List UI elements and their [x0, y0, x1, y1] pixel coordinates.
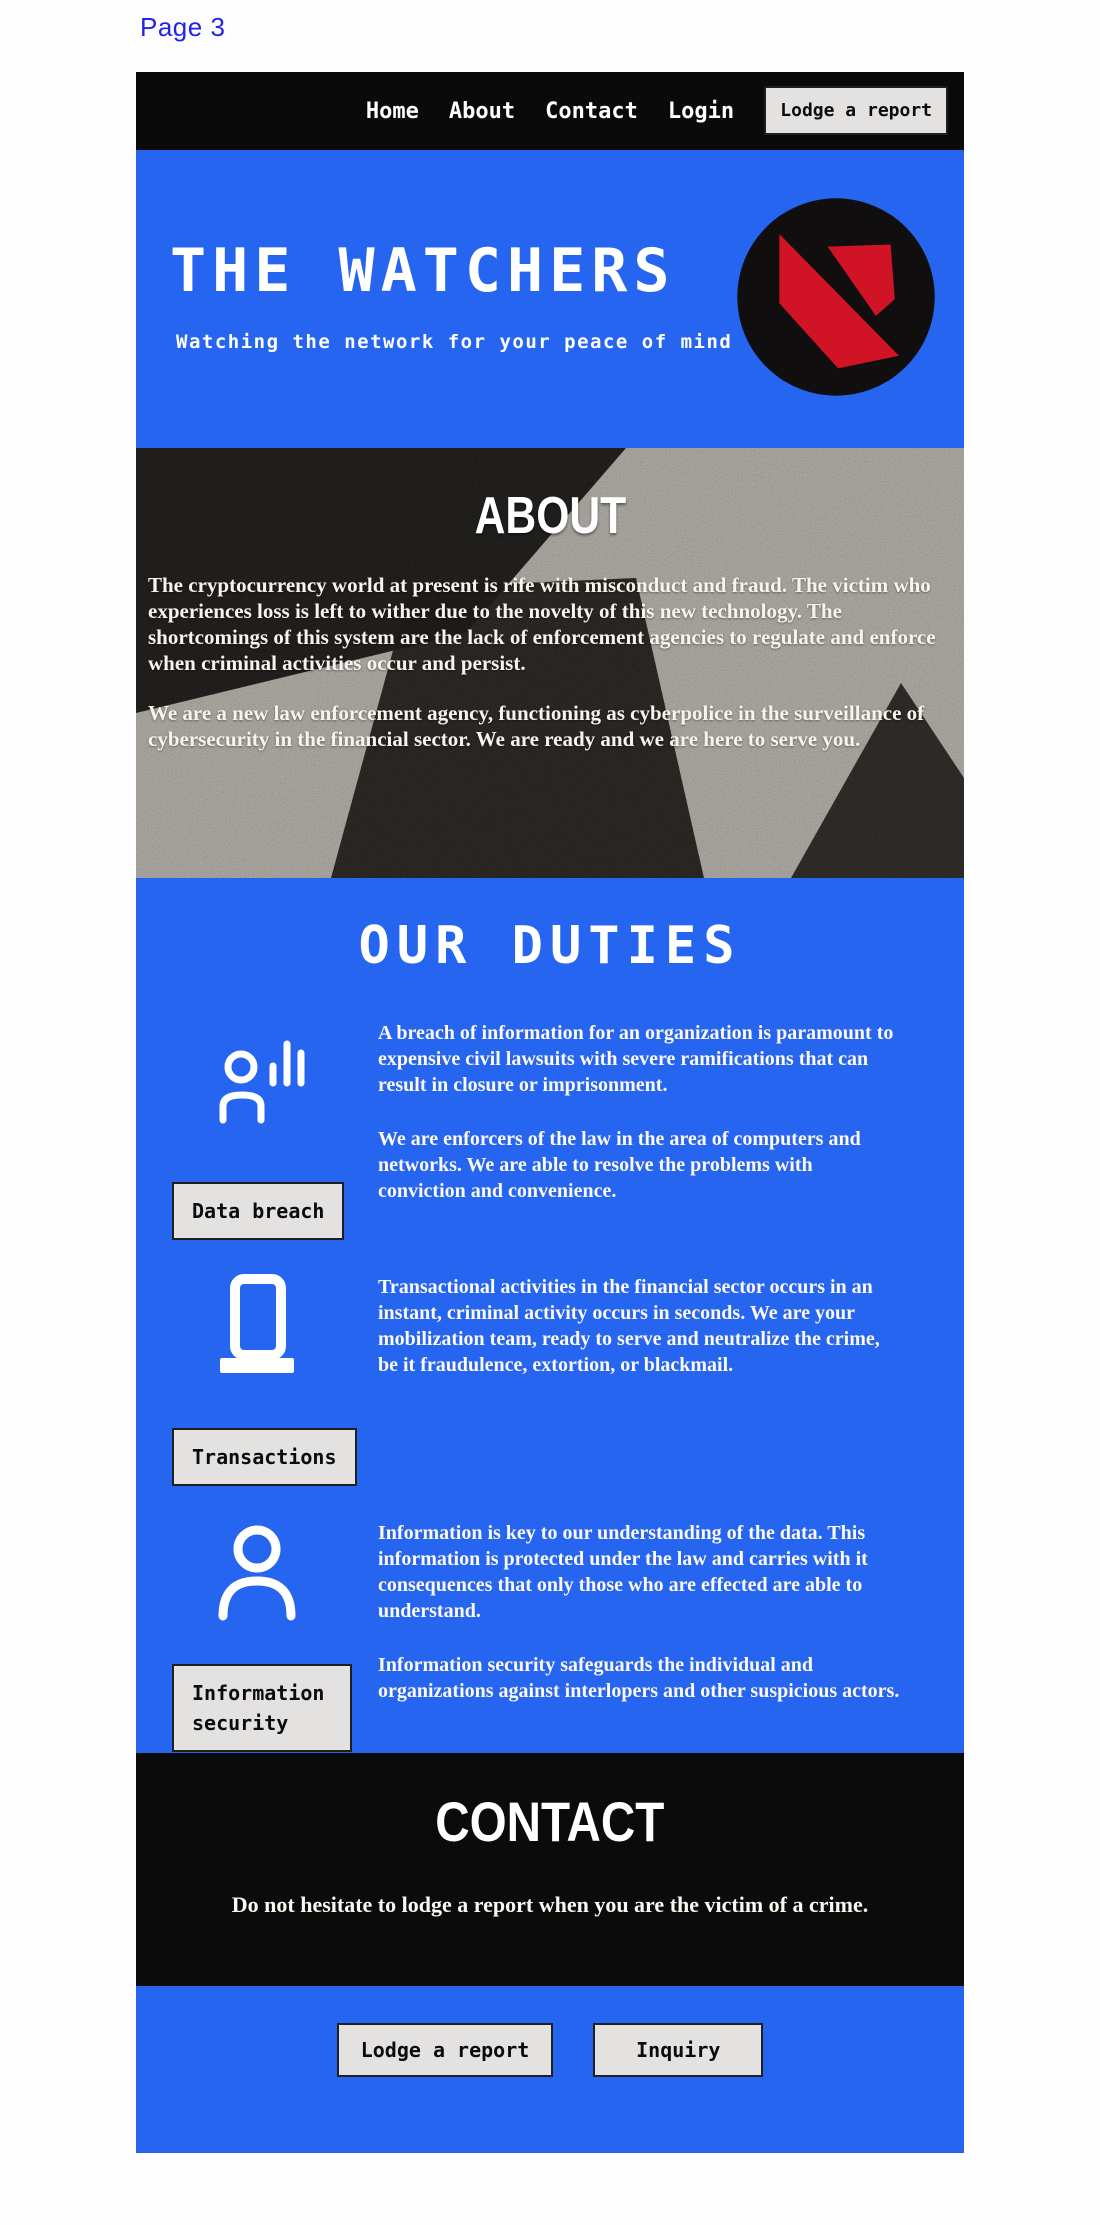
about-paragraph: We are a new law enforcement agency, functioning as cyberpolice in the surveillance of cybersecurity in the financial sector. We are ready and we are here to serve you. [148, 701, 925, 751]
duty-paragraph: A breach of information for an organization is paramount to expensive civil lawsuits with severe ramifications that can result in closure or imprisonment. [378, 1022, 894, 1096]
contact-text: Do not hesitate to lodge a report when you are the victim of a crime. [231, 1892, 869, 1917]
page-title: Page 3 [140, 12, 226, 42]
nav-link-login[interactable]: Login [667, 98, 735, 124]
duty-item-data-breach [136, 1020, 964, 1240]
red-slash-emblem-icon [731, 192, 941, 402]
duties-heading: OUR DUTIES [358, 916, 742, 976]
navbar [136, 72, 964, 150]
contact-section [136, 1753, 964, 1986]
site-title: THE WATCHERS [170, 236, 676, 306]
transactions-button[interactable]: Transactions [172, 1428, 357, 1486]
duty-item-transactions [136, 1274, 964, 1486]
duty-paragraph: We are enforcers of the law in the area of computers and networks. We are able to resolve the problems with conviction and convenience. [378, 1128, 861, 1202]
nav-link-contact[interactable]: Contact [545, 98, 638, 124]
duty-paragraph: Information is key to our understanding of the data. This information is protected under the law and carries with it consequences that only those who are effected are able to understand. [378, 1522, 868, 1622]
about-heading: ABOUT [474, 487, 626, 545]
person-stats-icon [201, 1020, 313, 1142]
lodge-report-button[interactable]: Lodge a report [764, 86, 948, 135]
footer-inquiry-button[interactable]: Inquiry [593, 2023, 763, 2077]
contact-heading: CONTACT [435, 1790, 665, 1853]
footer-lodge-report-button[interactable]: Lodge a report [337, 2023, 554, 2077]
website-frame [136, 72, 964, 2153]
about-section [136, 448, 964, 878]
duty-item-information-security [136, 1520, 964, 1752]
data-breach-button[interactable]: Data breach [172, 1182, 344, 1240]
site-tagline: Watching the network for your peace of mind [176, 331, 733, 353]
footer-cta-section [136, 1986, 964, 2153]
person-icon [209, 1520, 305, 1624]
about-paragraph: The cryptocurrency world at present is rife with misconduct and fraud. The victim who experiences loss is left to wither due to the novelty of this new technology. The shortcomings of this system are the lack of enforcement agencies to regulate and enforce when criminal activities occur and persist. [148, 573, 936, 675]
duty-paragraph: Information security safeguards the individual and organizations against interlopers and other suspicious actors. [378, 1654, 900, 1702]
hero-section [136, 150, 964, 448]
nav-link-home[interactable]: Home [365, 98, 419, 124]
duties-section [136, 878, 964, 1753]
laptop-icon [207, 1274, 307, 1388]
nav-link-about[interactable]: About [448, 98, 516, 124]
information-security-button[interactable]: Information security [172, 1664, 352, 1752]
duty-paragraph: Transactional activities in the financial sector occurs in an instant, criminal activity occurs in seconds. We are your mobilization team, ready to serve and neutralize the crime, be it fraudulence, extortion, or blackmail. [378, 1276, 880, 1376]
